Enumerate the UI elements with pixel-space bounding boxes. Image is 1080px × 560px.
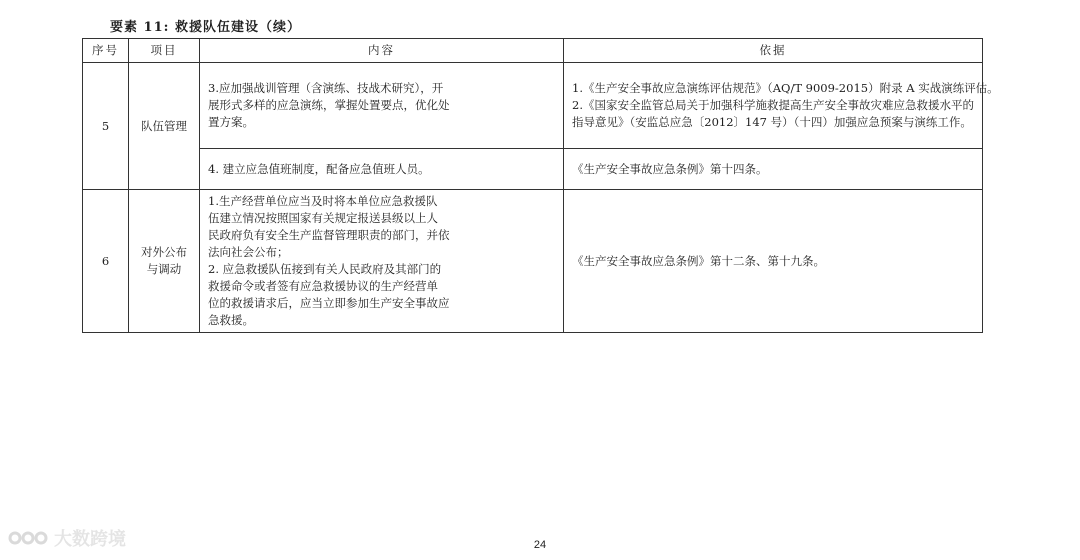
requirements-table bbox=[82, 38, 999, 333]
content-line: 置方案。 bbox=[208, 115, 254, 129]
basis-line: 2.《国家安全监管总局关于加强科学施救提高生产安全事故灾难应急救援水平的 bbox=[572, 98, 974, 112]
content-line: 法向社会公布； bbox=[208, 245, 289, 259]
row-basis bbox=[564, 149, 983, 190]
header-item: 项目 bbox=[129, 39, 200, 63]
content-line: 救援命令或者签有应急救援协议的生产经营单 bbox=[208, 279, 438, 293]
basis-line: 指导意见》（安监总应急〔2012〕147 号）（十四）加强应急预案与演练工作。 bbox=[572, 115, 972, 129]
header-basis: 依据 bbox=[564, 39, 983, 63]
row-item: 队伍管理 bbox=[129, 63, 200, 190]
row-content bbox=[200, 63, 564, 149]
row-item bbox=[129, 190, 200, 333]
table-row bbox=[83, 149, 983, 190]
page-number: 24 bbox=[533, 539, 547, 551]
content-line: 急救援。 bbox=[208, 313, 254, 327]
basis-line: 《生产安全事故应急条例》第十四条。 bbox=[572, 161, 768, 176]
row-basis bbox=[564, 63, 999, 149]
watermark-text: 大数跨境 bbox=[54, 529, 126, 550]
header-no: 序号 bbox=[83, 39, 129, 63]
content-line: 展形式多样的应急演练，掌握处置要点，优化处 bbox=[208, 98, 450, 112]
row-basis bbox=[564, 190, 983, 333]
content-line: 位的救援请求后，应当立即参加生产安全事故应 bbox=[208, 296, 450, 310]
item-line: 与调动 bbox=[146, 262, 182, 276]
content-line: 3.应加强战训管理（含演练、技战术研究），开 bbox=[208, 81, 444, 95]
content-line: 1.生产经营单位应当及时将本单位应急救援队 bbox=[208, 194, 438, 208]
row-no: 5 bbox=[83, 63, 129, 190]
logo-icon bbox=[8, 527, 48, 549]
row-no: 6 bbox=[83, 190, 129, 333]
watermark bbox=[8, 524, 126, 552]
row-content bbox=[200, 190, 564, 333]
content-line: 2. 应急救援队伍接到有关人民政府及其部门的 bbox=[208, 262, 442, 276]
table-header-row bbox=[83, 39, 983, 63]
item-line: 对外公布 bbox=[141, 245, 187, 259]
content-line: 伍建立情况按照国家有关规定报送县级以上人 bbox=[208, 211, 438, 225]
row-content bbox=[200, 149, 564, 190]
content-line: 民政府负有安全生产监督管理职责的部门，并依 bbox=[208, 228, 450, 242]
table-row bbox=[83, 190, 983, 333]
table-row bbox=[83, 63, 983, 149]
content-line: 4. 建立应急值班制度，配备应急值班人员。 bbox=[208, 161, 430, 176]
section-heading: 要素 11: 救援队伍建设（续） bbox=[110, 20, 301, 35]
header-content: 内容 bbox=[200, 39, 564, 63]
basis-line: 1.《生产安全事故应急演练评估规范》（AQ/T 9009-2015）附录 A 实战演练评估。 bbox=[572, 81, 999, 95]
basis-line: 《生产安全事故应急条例》第十二条、第十九条。 bbox=[572, 253, 825, 268]
